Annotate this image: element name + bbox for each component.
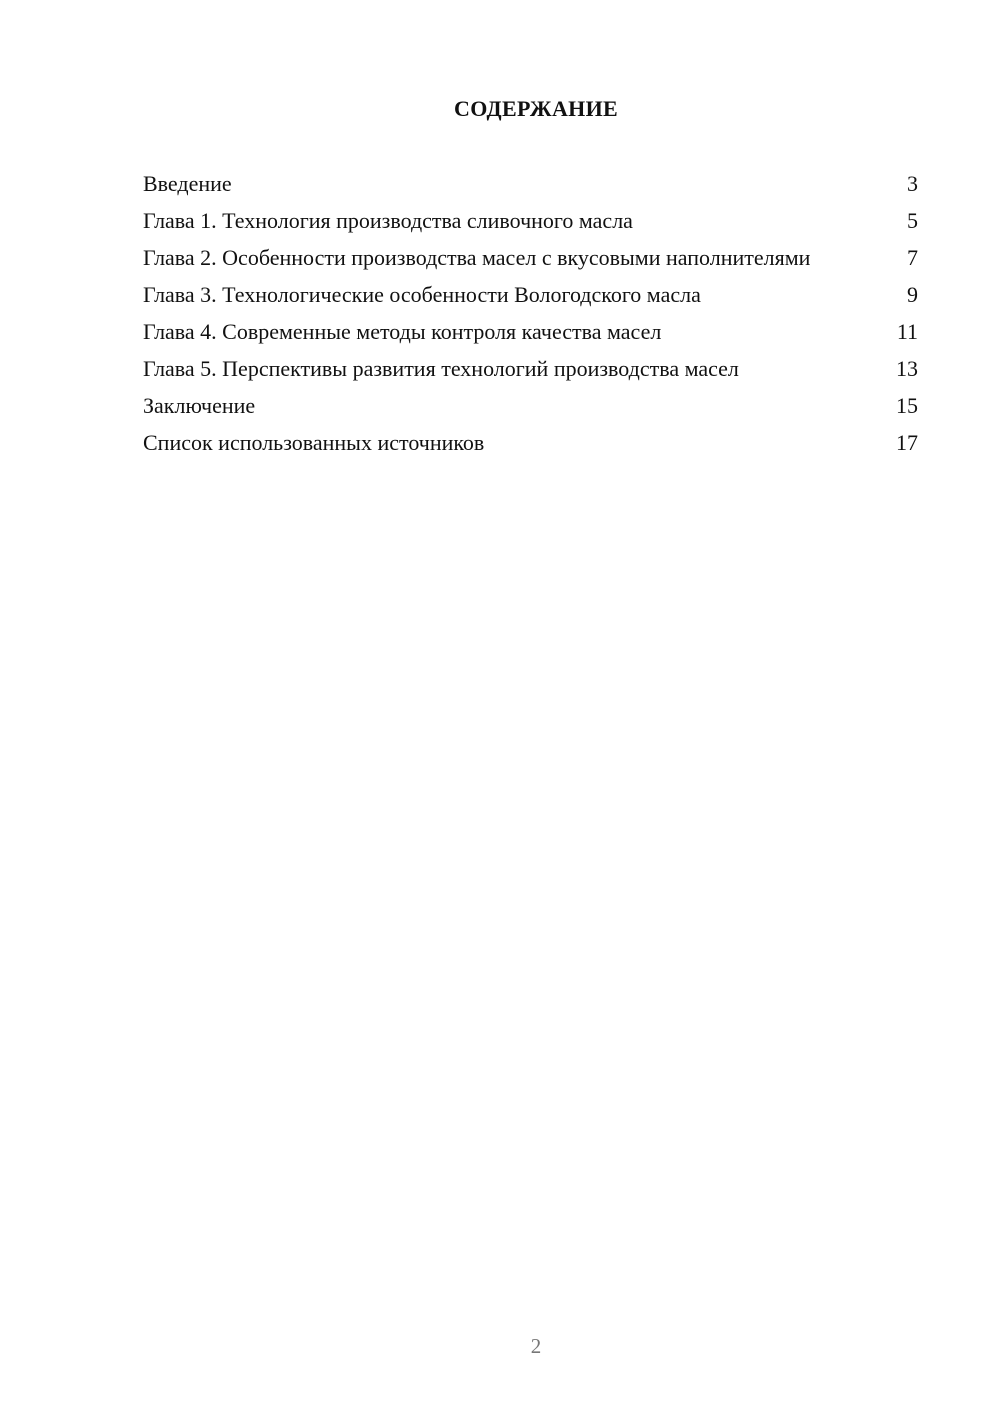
toc-entry-title: Список использованных источников [143, 430, 485, 455]
toc-entry-title: Заключение [143, 393, 256, 418]
toc-entry-introduction [143, 170, 918, 197]
toc-entry-page: 7 [907, 245, 918, 270]
toc-entry-chapter-2 [143, 244, 918, 271]
toc-entry-page: 3 [907, 171, 918, 196]
toc-entry-chapter-5 [143, 355, 918, 382]
toc-entry-chapter-4 [143, 318, 918, 345]
table-of-contents [143, 170, 918, 466]
toc-entry-title: Глава 3. Технологические особенности Вологодского масла [143, 282, 701, 307]
toc-entry-title: Глава 2. Особенности производства масел с вкусовыми наполнителями [143, 245, 811, 270]
toc-entry-title: Глава 1. Технология производства сливочного масла [143, 208, 633, 233]
toc-entry-page: 17 [896, 430, 918, 455]
toc-entry-page: 15 [896, 393, 918, 418]
toc-entry-page: 13 [896, 356, 918, 381]
toc-entry-title: Глава 4. Современные методы контроля качества масел [143, 319, 662, 344]
page-title: СОДЕРЖАНИЕ [454, 96, 618, 121]
toc-entry-title: Введение [143, 171, 232, 196]
toc-entry-references [143, 429, 918, 456]
toc-entry-page: 11 [896, 319, 918, 344]
toc-entry-page: 5 [907, 208, 918, 233]
toc-entry-title: Глава 5. Перспективы развития технологий производства масел [143, 356, 739, 381]
toc-entry-chapter-1 [143, 207, 918, 234]
toc-entry-chapter-3 [143, 281, 918, 308]
page-number: 2 [530, 1334, 542, 1358]
toc-entry-page: 9 [907, 282, 918, 307]
toc-entry-conclusion [143, 392, 918, 419]
